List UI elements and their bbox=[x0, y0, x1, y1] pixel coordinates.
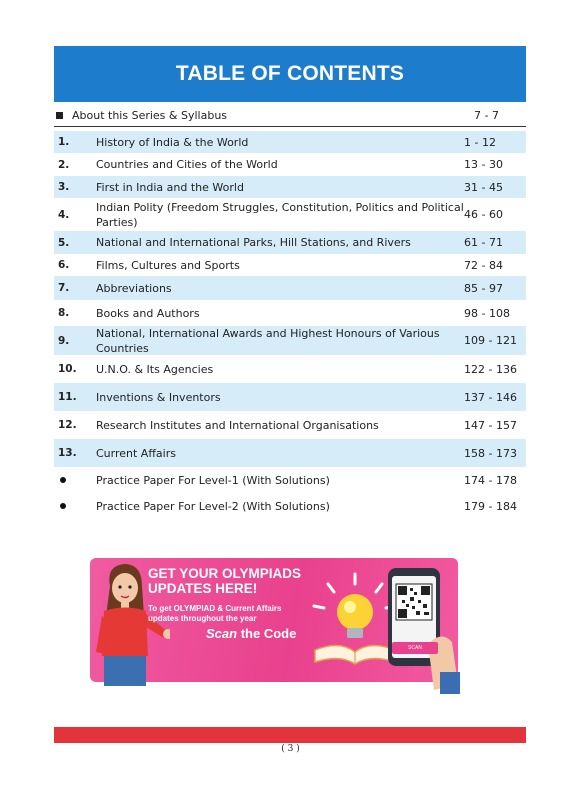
toc-label: Books and Authors bbox=[96, 306, 200, 320]
toc-label: First in India and the World bbox=[96, 180, 244, 194]
toc-number: 12. bbox=[58, 419, 77, 431]
toc-row[interactable] bbox=[54, 493, 526, 519]
toc-pages: 98 - 108 bbox=[464, 306, 510, 320]
toc-row[interactable] bbox=[54, 467, 526, 493]
scan-button[interactable]: SCAN bbox=[392, 642, 438, 654]
toc-number: 4. bbox=[58, 208, 70, 221]
page-number: ( 3 ) bbox=[281, 744, 300, 754]
toc-label: Abbreviations bbox=[96, 281, 172, 295]
toc-pages: 158 - 173 bbox=[464, 446, 517, 460]
toc-pages: 147 - 157 bbox=[464, 418, 517, 432]
olympiad-banner[interactable] bbox=[90, 556, 460, 696]
toc-number: 10. bbox=[58, 363, 77, 375]
scan-the-code-text bbox=[206, 626, 296, 641]
toc-label: U.N.O. & Its Agencies bbox=[96, 362, 214, 376]
toc-number: 7. bbox=[58, 282, 70, 294]
toc-number: 3. bbox=[58, 181, 70, 193]
toc-label: History of India & the World bbox=[96, 135, 249, 149]
toc-row[interactable] bbox=[54, 355, 526, 383]
toc-number: 5. bbox=[58, 236, 70, 249]
toc-pages: 31 - 45 bbox=[464, 180, 503, 194]
banner-subtext: To get OLYMPIAD & Current Affairs updates throughout the year bbox=[148, 604, 282, 623]
toc-pages: 72 - 84 bbox=[464, 258, 503, 272]
toc-label: Indian Polity (Freedom Struggles, Constitution, Politics and Political Parties) bbox=[96, 200, 464, 229]
toc-row[interactable] bbox=[54, 276, 526, 300]
toc-row[interactable] bbox=[54, 411, 526, 439]
toc-label: Research Institutes and International Organisations bbox=[96, 418, 379, 432]
toc-pages: 1 - 12 bbox=[464, 135, 496, 149]
toc-number: 1. bbox=[58, 136, 70, 148]
toc-label: Films, Cultures and Sports bbox=[96, 258, 240, 272]
banner-headline: GET YOUR OLYMPIADS UPDATES HERE! bbox=[148, 566, 302, 596]
toc-number: 8. bbox=[58, 307, 70, 319]
toc-label: Countries and Cities of the World bbox=[96, 158, 278, 171]
toc-row[interactable] bbox=[54, 198, 526, 231]
toc-pages: 46 - 60 bbox=[464, 208, 503, 221]
toc-pages: 137 - 146 bbox=[464, 390, 517, 404]
scan-word: Scan bbox=[206, 626, 238, 641]
toc-row[interactable] bbox=[54, 254, 526, 276]
toc-number: 13. bbox=[58, 447, 77, 459]
toc-pages: 13 - 30 bbox=[464, 158, 503, 171]
toc-label: Practice Paper For Level-2 (With Solutions) bbox=[96, 499, 330, 513]
toc-pages: 122 - 136 bbox=[464, 362, 517, 376]
square-bullet-icon bbox=[56, 112, 63, 119]
toc-bullet bbox=[54, 500, 96, 512]
toc-label: National, International Awards and Highest Honours of Various Countries bbox=[96, 326, 440, 355]
toc-number: 11. bbox=[58, 391, 77, 403]
toc-pages: 61 - 71 bbox=[464, 236, 503, 249]
toc-row[interactable] bbox=[54, 231, 526, 254]
toc-row[interactable] bbox=[54, 439, 526, 467]
toc-pages: 179 - 184 bbox=[464, 499, 517, 513]
about-row bbox=[54, 104, 526, 127]
footer-bar bbox=[54, 727, 526, 743]
toc-pages: 174 - 178 bbox=[464, 473, 517, 487]
bullet-dot-icon bbox=[60, 477, 66, 483]
toc-number: 2. bbox=[58, 158, 70, 171]
toc-row[interactable] bbox=[54, 131, 526, 153]
toc-list bbox=[54, 131, 526, 519]
bullet-dot-icon bbox=[60, 503, 66, 509]
toc-label: Inventions & Inventors bbox=[96, 390, 221, 404]
about-pages: 7 - 7 bbox=[474, 108, 499, 122]
toc-row[interactable] bbox=[54, 300, 526, 326]
toc-row[interactable] bbox=[54, 383, 526, 411]
toc-row[interactable] bbox=[54, 176, 526, 198]
page-title: TABLE OF CONTENTS bbox=[175, 62, 405, 85]
toc-header bbox=[54, 46, 526, 102]
toc-label: Current Affairs bbox=[96, 446, 176, 460]
toc-pages: 85 - 97 bbox=[464, 281, 503, 295]
toc-number: 9. bbox=[58, 334, 70, 347]
toc-pages: 109 - 121 bbox=[464, 334, 517, 347]
toc-row[interactable] bbox=[54, 326, 526, 355]
toc-label: Practice Paper For Level-1 (With Solutions) bbox=[96, 473, 330, 487]
toc-row[interactable] bbox=[54, 153, 526, 176]
scan-rest: the Code bbox=[240, 626, 297, 641]
toc-bullet bbox=[54, 474, 96, 486]
phone-qr-icon bbox=[382, 564, 460, 694]
toc-label: National and International Parks, Hill Stations, and Rivers bbox=[96, 236, 411, 249]
toc-number: 6. bbox=[58, 259, 70, 271]
about-label: About this Series & Syllabus bbox=[72, 108, 228, 122]
